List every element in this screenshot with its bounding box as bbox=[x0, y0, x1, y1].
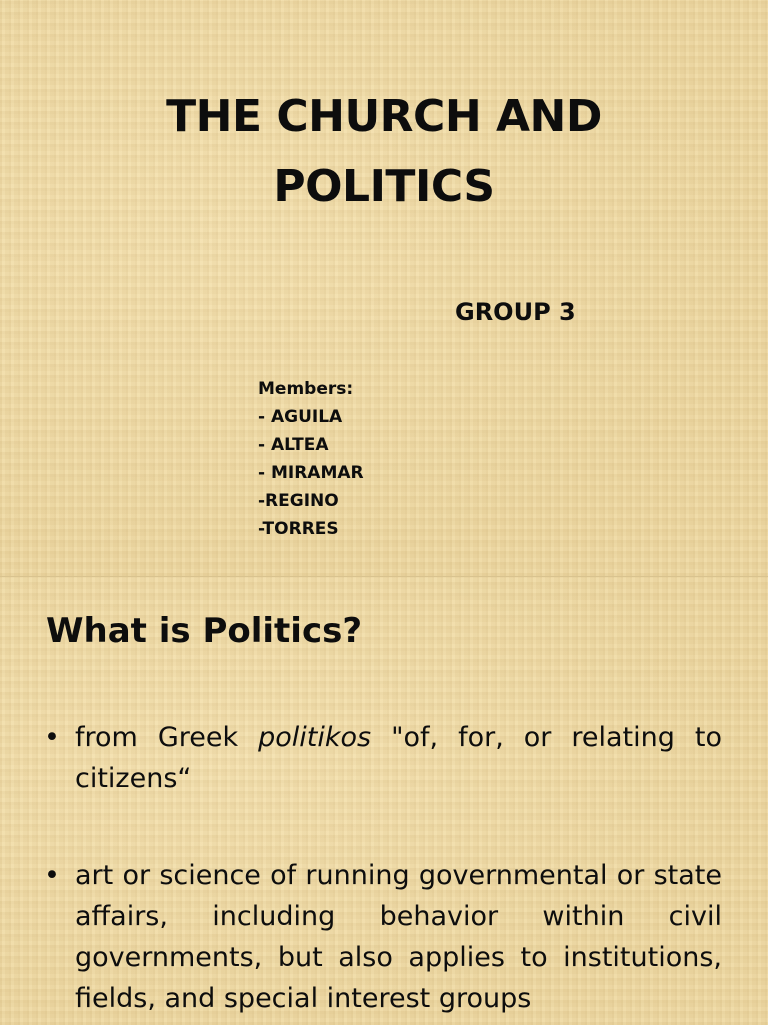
content-slide bbox=[0, 576, 768, 1025]
members-heading: Members: bbox=[258, 379, 354, 399]
bullet-item bbox=[44, 717, 722, 799]
bullet-icon: • bbox=[44, 722, 60, 753]
bullet-text-end: "of, for, or relating to citizens“ bbox=[75, 722, 722, 794]
bullet-item bbox=[44, 855, 722, 1019]
member-item: -REGINO bbox=[258, 491, 339, 511]
bullet-text: art or science of running governmental or state affairs, including behavior within civil governments, but also applies to institutions, fields, and special interest groups bbox=[75, 860, 722, 1014]
member-item: - ALTEA bbox=[258, 435, 329, 455]
bullet-italic-term: politikos bbox=[258, 722, 372, 753]
slide-title: THE CHURCH AND POLITICS bbox=[166, 91, 602, 212]
member-item: - AGUILA bbox=[258, 407, 343, 427]
member-item: -TORRES bbox=[258, 519, 339, 539]
bullet-list bbox=[44, 717, 722, 1019]
member-item: - MIRAMAR bbox=[258, 463, 364, 483]
group-label: GROUP 3 bbox=[455, 298, 576, 326]
slide-heading: What is Politics? bbox=[46, 611, 363, 651]
bullet-icon: • bbox=[44, 860, 60, 891]
members-list bbox=[258, 375, 364, 543]
bullet-text-start: from Greek bbox=[75, 722, 259, 753]
